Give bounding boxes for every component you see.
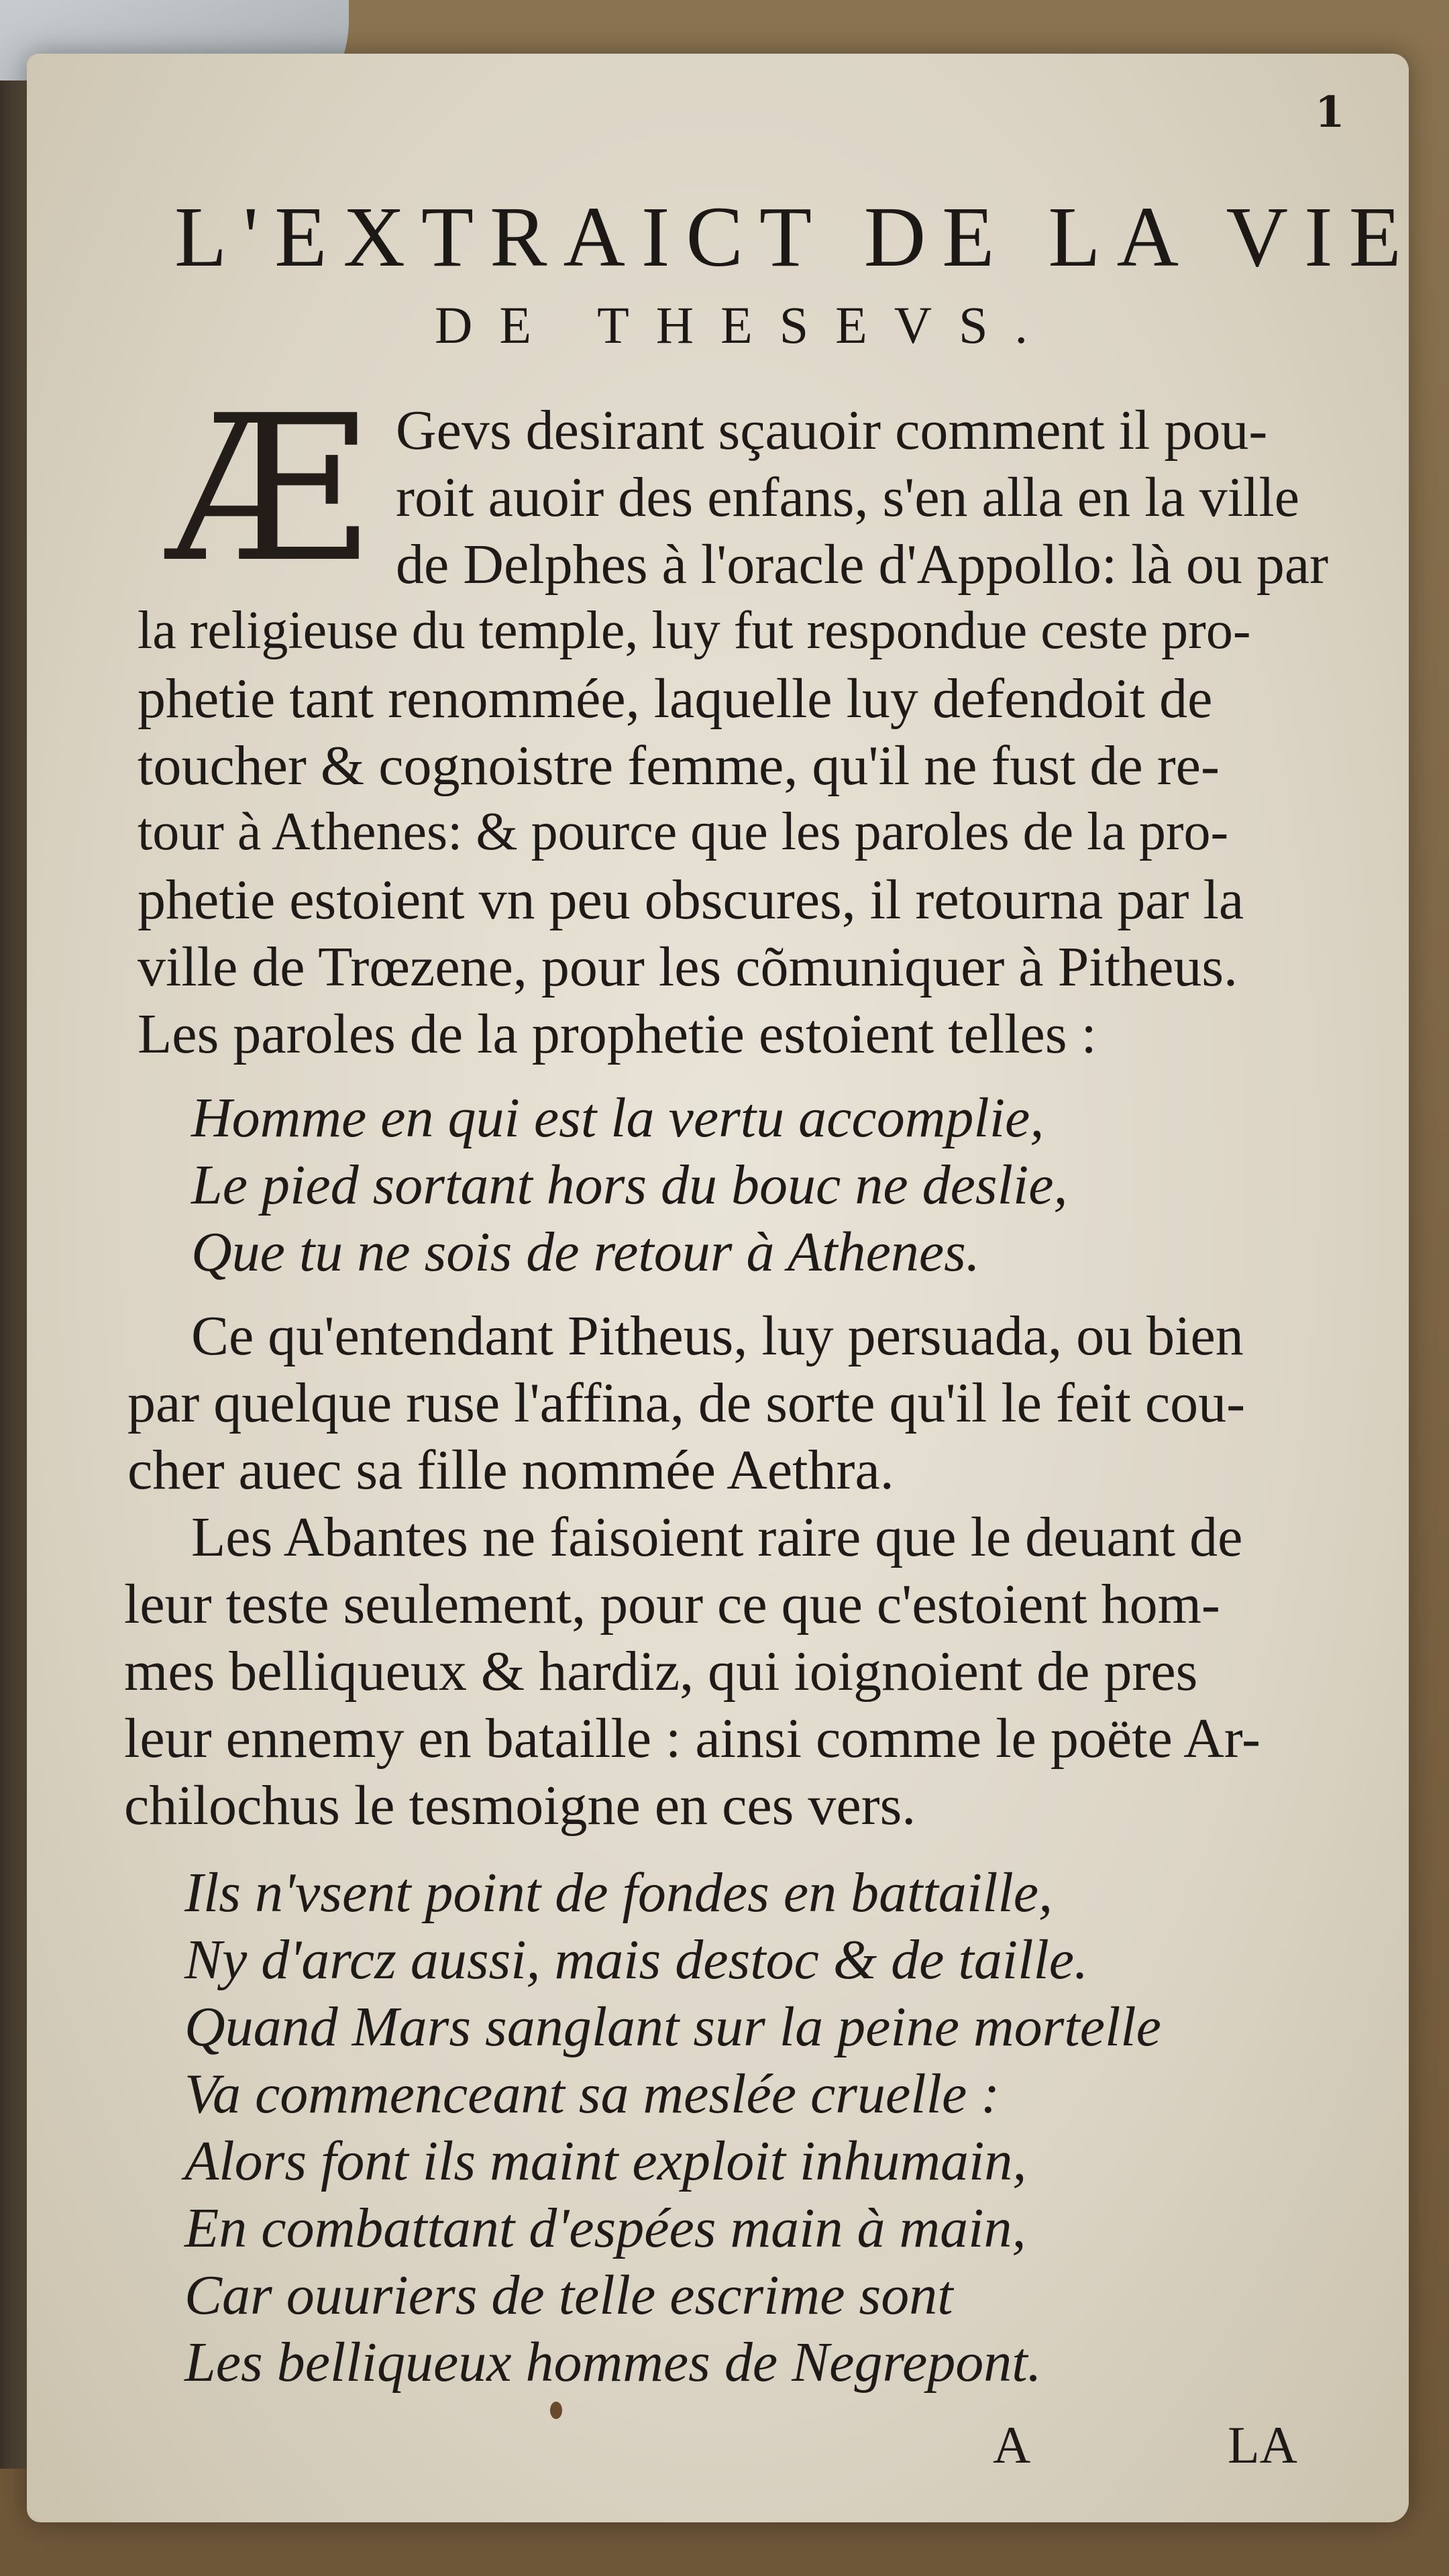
para1-line: phetie estoient vn peu obscures, il retourna par la xyxy=(138,869,1244,931)
para3-line: leur ennemy en bataille : ainsi comme le poëte Ar- xyxy=(124,1707,1261,1770)
para1-line: tour à Athenes: & pource que les paroles de la pro- xyxy=(138,802,1229,861)
para1-line: ville de Trœzene, pour les cõmuniquer à Pitheus. xyxy=(138,936,1238,998)
para1-line: toucher & cognoistre femme, qu'il ne fust de re- xyxy=(138,735,1220,797)
verse2-line: Car ouuriers de telle escrime sont xyxy=(184,2264,953,2326)
para1-line: la religieuse du temple, luy fut respondue ceste pro- xyxy=(138,601,1251,660)
title-line-1: L'EXTRAICT DE LA VIE xyxy=(174,189,1417,284)
para2-line: Ce qu'entendant Pitheus, luy persuada, ou bien xyxy=(191,1305,1244,1367)
para2-line: cher auec sa fille nommée Aethra. xyxy=(127,1439,894,1501)
ink-stain xyxy=(550,2402,562,2419)
para3-line: mes belliqueux & hardiz, qui ioignoient de pres xyxy=(124,1640,1198,1703)
page-number: 1 xyxy=(1315,87,1345,138)
para1-line: phetie tant renommée, laquelle luy defendoit de xyxy=(138,667,1213,730)
verse2-line: Ny d'arcz aussi, mais destoc & de taille. xyxy=(184,1929,1089,1991)
signature-mark: A xyxy=(993,2416,1031,2474)
verse2-line: Ils n'vsent point de fondes en battaille, xyxy=(184,1862,1053,1924)
verse1-line: Le pied sortant hors du bouc ne deslie, xyxy=(191,1154,1068,1216)
drop-cap: Æ xyxy=(168,372,370,606)
verse2-line: Quand Mars sanglant sur la peine mortelle xyxy=(184,1996,1161,2058)
verse1-line: Que tu ne sois de retour à Athenes. xyxy=(191,1221,980,1283)
para1-line: de Delphes à l'oracle d'Appollo: là ou par xyxy=(396,533,1329,596)
para1-line: Gevs desirant sçauoir comment il pou- xyxy=(396,399,1268,462)
verse2-line: En combattant d'espées main à main, xyxy=(184,2197,1026,2259)
para3-line: chilochus le tesmoigne en ces vers. xyxy=(124,1774,916,1837)
para3-line: leur teste seulement, pour ce que c'estoient hom- xyxy=(124,1573,1220,1635)
verse1-line: Homme en qui est la vertu accomplie, xyxy=(191,1087,1044,1149)
verse2-line: Va commenceant sa meslée cruelle : xyxy=(184,2063,1000,2125)
para2-line: par quelque ruse l'affina, de sorte qu'il le feit cou- xyxy=(127,1372,1246,1434)
para3-line: Les Abantes ne faisoient raire que le deuant de xyxy=(191,1506,1243,1568)
para1-line: roit auoir des enfans, s'en alla en la ville xyxy=(396,466,1299,529)
title-line-2: DE THESEVS. xyxy=(435,296,1055,354)
para1-line: Les paroles de la prophetie estoient telles : xyxy=(138,1003,1097,1065)
verse2-line: Les belliqueux hommes de Negrepont. xyxy=(184,2331,1042,2394)
verse2-line: Alors font ils maint exploit inhumain, xyxy=(184,2130,1027,2192)
catchword: LA xyxy=(1228,2416,1297,2474)
